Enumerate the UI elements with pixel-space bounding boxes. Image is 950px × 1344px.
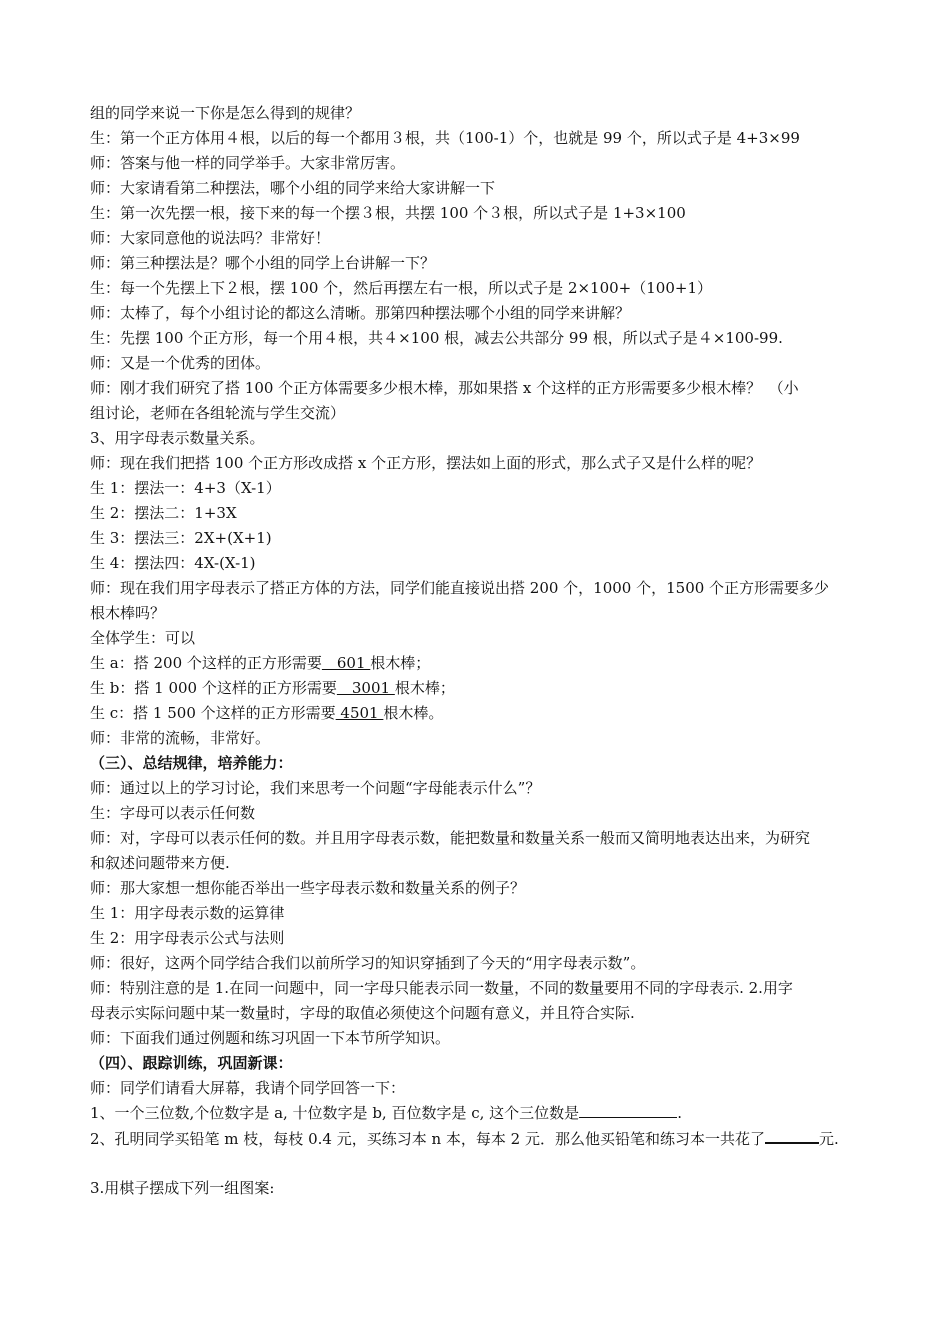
text-line: 师：同学们请看大屏幕，我请个同学回答一下： — [90, 1079, 406, 1097]
text-line: 生 1：用字母表示数的运算律 — [90, 904, 285, 922]
question-text: 1、一个三位数,个位数字是 a, 十位数字是 b, 百位数字是 c, 这个三位数是 — [90, 1104, 580, 1122]
question-2 — [90, 1128, 839, 1148]
text-line: 生：第一个正方体用４根，以后的每一个都用３根，共（100-1）个，也就是 99 个，所以式子是 4+3×99 — [90, 129, 800, 147]
answer-text: 生 a：搭 200 个这样的正方形需要 — [90, 654, 322, 672]
text-line: 全体学生：可以 — [90, 629, 196, 647]
answer-line — [90, 653, 430, 673]
text-line: 师：又是一个优秀的团体。 — [90, 354, 271, 372]
text-line: 生：先摆 100 个正方形，每一个用４根，共４×100 根，减去公共部分 99 根，所以式子是４×100-99. — [90, 329, 783, 347]
text-line: 生：字母可以表示任何数 — [90, 804, 256, 822]
text-line: 3、用字母表示数量关系。 — [90, 429, 265, 447]
answer-value: 3001 — [336, 679, 395, 697]
text-line: 师：通过以上的学习讨论，我们来思考一个问题“字母能表示什么”？ — [90, 779, 541, 797]
question-1 — [90, 1103, 682, 1123]
text-line: 组的同学来说一下你是怎么得到的规律？ — [90, 104, 361, 122]
text-line: 生：第一次先摆一根，接下来的每一个摆３根，共摆 100 个３根，所以式子是 1+3×100 — [90, 204, 686, 222]
text-line: 师：刚才我们研究了搭 100 个正方体需要多少根木棒，那如果搭 x 个这样的正方形需要多少根木棒？ （小 — [90, 379, 799, 397]
answer-text: 根木棒。 — [383, 704, 444, 722]
answer-text: 生 c：搭 1 500 个这样的正方形需要 — [90, 704, 336, 722]
text-line: 根木棒吗？ — [90, 604, 166, 622]
text-line: 生 4：摆法四：4X-(X-1) — [90, 554, 256, 572]
answer-value: 601 — [321, 654, 371, 672]
text-line: 母表示实际问题中某一数量时，字母的取值必须使这个问题有意义，并且符合实际. — [90, 1004, 635, 1022]
answer-blank — [579, 1103, 677, 1118]
text-line: 师：非常的流畅，非常好。 — [90, 729, 271, 747]
text-line: 师：很好，这两个同学结合我们以前所学习的知识穿插到了今天的“用字母表示数”。 — [90, 954, 646, 972]
text-line: 生 1：摆法一：4+3（X-1） — [90, 479, 281, 497]
text-line: 师：那大家想一想你能否举出一些字母表示数和数量关系的例子？ — [90, 879, 526, 897]
text-line: 师：特别注意的是 1.在同一问题中，同一字母只能表示同一数量，不同的数量要用不同的字母表示. 2.用字 — [90, 979, 793, 997]
text-line: 师：太棒了，每个小组讨论的都这么清晰。那第四种摆法哪个小组的同学来讲解？ — [90, 304, 631, 322]
text-line: 生：每一个先摆上下２根，摆 100 个，然后再摆左右一根，所以式子是 2×100+（100+1） — [90, 279, 712, 297]
text-line: 生 3：摆法三：2X+(X+1) — [90, 529, 272, 547]
text-line: 生 2：摆法二：1+3X — [90, 504, 237, 522]
section-heading: （三）、总结规律，培养能力： — [90, 754, 293, 772]
text-line: 师：大家请看第二种摆法，哪个小组的同学来给大家讲解一下 — [90, 179, 496, 197]
answer-blank — [765, 1128, 819, 1144]
question-text: 元. — [818, 1130, 839, 1148]
question-text: 2、孔明同学买铅笔 m 枝，每枝 0.4 元，买练习本 n 本，每本 2 元．那么他买铅笔和练习本一共花了 — [90, 1130, 765, 1148]
answer-line — [90, 678, 455, 698]
text-line: 师：下面我们通过例题和练习巩固一下本节所学知识。 — [90, 1029, 451, 1047]
text-line: 师：答案与他一样的同学举手。大家非常厉害。 — [90, 154, 406, 172]
question-3: 3.用棋子摆成下列一组图案: — [90, 1179, 275, 1197]
section-heading: （四）、跟踪训练，巩固新课： — [90, 1054, 293, 1072]
answer-text: 根木棒； — [370, 654, 431, 672]
text-line: 师：第三种摆法是？哪个小组的同学上台讲解一下？ — [90, 254, 436, 272]
text-line: 师：大家同意他的说法吗？非常好！ — [90, 229, 331, 247]
text-line: 组讨论，老师在各组轮流与学生交流） — [90, 404, 346, 422]
text-line: 师：现在我们用字母表示了搭正方体的方法，同学们能直接说出搭 200 个，1000 个，1500 个正方形需要多少 — [90, 579, 830, 597]
text-line: 师：现在我们把搭 100 个正方形改成搭 x 个正方形，摆法如上面的形式，那么式子又是什么样的呢？ — [90, 454, 762, 472]
answer-line — [90, 703, 443, 723]
question-text: . — [677, 1104, 682, 1122]
text-line: 师：对，字母可以表示任何的数。并且用字母表示数，能把数量和数量关系一般而又简明地表达出来，为研究 — [90, 829, 811, 847]
answer-value: 4501 — [335, 704, 384, 722]
text-line: 和叙述问题带来方便. — [90, 854, 230, 872]
text-line: 生 2：用字母表示公式与法则 — [90, 929, 285, 947]
answer-text: 生 b：搭 1 000 个这样的正方形需要 — [90, 679, 337, 697]
answer-text: 根木棒； — [394, 679, 455, 697]
